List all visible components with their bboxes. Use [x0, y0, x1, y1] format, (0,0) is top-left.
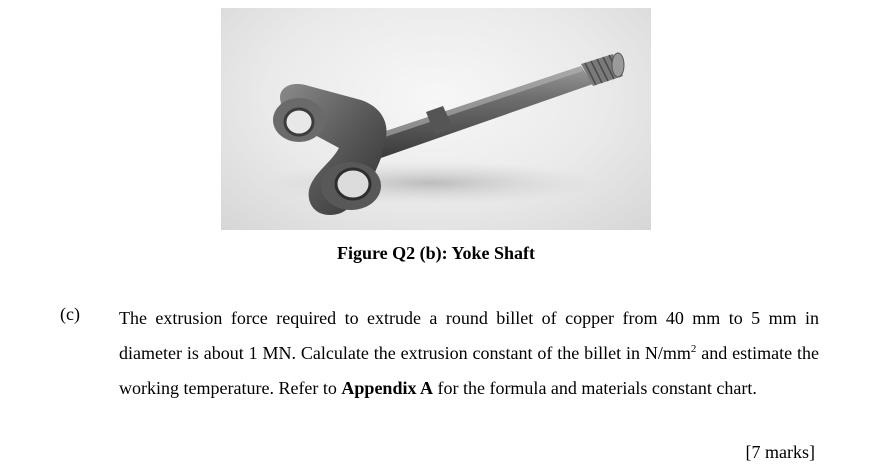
yoke-shaft-photo — [221, 8, 651, 230]
appendix-reference: Appendix A — [341, 378, 433, 398]
question-text-part-1: The extrusion force required to extrude a round billet of copper from 40 mm to 5 mm in diameter is about 1 MN. Calculate the extrusion constant of the billet in N/mm — [119, 308, 819, 363]
superscript-two: 2 — [690, 343, 697, 355]
marks-label: [7 marks] — [745, 442, 815, 462]
question-text — [119, 301, 819, 406]
question-text-part-3: for the formula and materials constant chart. — [432, 378, 757, 398]
question-text-part-2: and estimate the working temperature. Refer to — [119, 343, 819, 398]
figure-caption: Figure Q2 (b): Yoke Shaft — [337, 243, 535, 263]
question-label: (c) — [60, 304, 80, 324]
yoke-shaft-illustration — [221, 8, 651, 230]
